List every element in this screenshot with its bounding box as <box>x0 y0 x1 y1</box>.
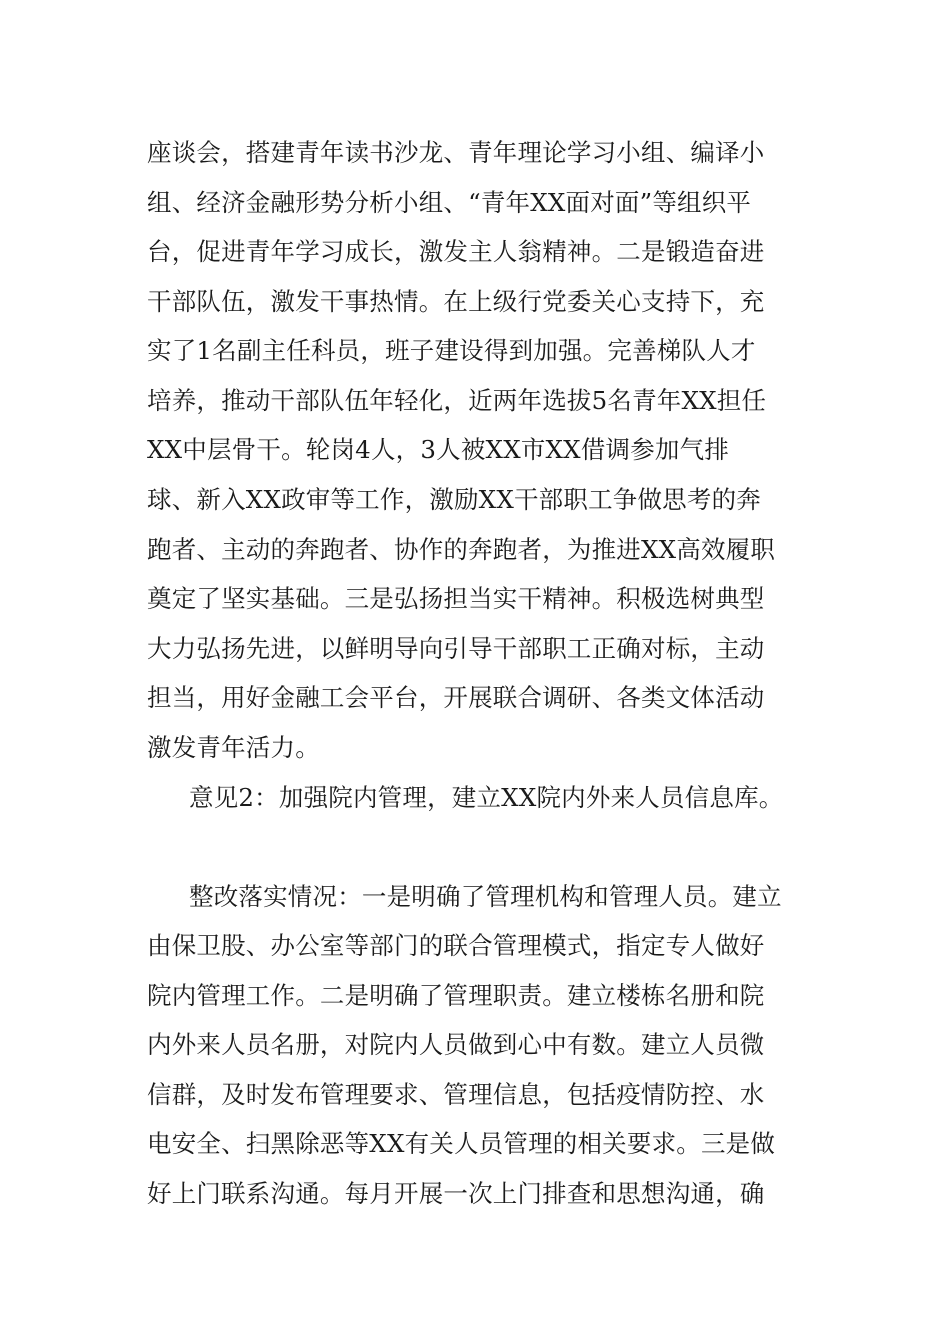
text-line: 奠定了坚实基础。三是弘扬担当实干精神。积极选树典型 <box>147 584 765 613</box>
text-line: 担当，用好金融工会平台，开展联合调研、各类文体活动 <box>147 683 765 712</box>
text-line: 由保卫股、办公室等部门的联合管理模式，指定专人做好 <box>147 931 765 960</box>
text-line: 实了1名副主任科员，班子建设得到加强。完善梯队人才 <box>147 336 756 365</box>
text-line: 内外来人员名册，对院内人员做到心中有数。建立人员微 <box>147 1030 765 1059</box>
text-line: 好上门联系沟通。每月开展一次上门排查和思想沟通，确 <box>147 1179 765 1208</box>
text-line: 整改落实情况：一是明确了管理机构和管理人员。建立 <box>189 882 782 911</box>
text-line: 院内管理工作。二是明确了管理职责。建立楼栋名册和院 <box>147 981 765 1010</box>
text-line: 组、经济金融形势分析小组、“青年XX面对面”等组织平 <box>147 188 752 217</box>
text-line: 电安全、扫黑除恶等XX有关人员管理的相关要求。三是做 <box>147 1129 776 1158</box>
text-line: 激发青年活力。 <box>147 733 320 762</box>
text-line: 跑者、主动的奔跑者、协作的奔跑者，为推进XX高效履职 <box>147 535 776 564</box>
text-line: 大力弘扬先进，以鲜明导向引导干部职工正确对标，主动 <box>147 634 765 663</box>
text-line: 干部队伍，激发干事热情。在上级行党委关心支持下，充 <box>147 287 765 316</box>
opinion-heading: 意见2：加强院内管理，建立XX院内外来人员信息库。 <box>189 783 784 812</box>
text-line: 台，促进青年学习成长，激发主人翁精神。二是锻造奋进 <box>147 237 765 266</box>
text-line: 培养，推动干部队伍年轻化，近两年选拔5名青年XX担任 <box>147 386 767 415</box>
text-line: XX中层骨干。轮岗4人，3人被XX市XX借调参加气排 <box>147 435 730 464</box>
text-line: 信群，及时发布管理要求、管理信息，包括疫情防控、水 <box>147 1080 765 1109</box>
text-line: 座谈会，搭建青年读书沙龙、青年理论学习小组、编译小 <box>147 138 765 167</box>
text-line: 球、新入XX政审等工作，激励XX干部职工争做思考的奔 <box>147 485 761 514</box>
